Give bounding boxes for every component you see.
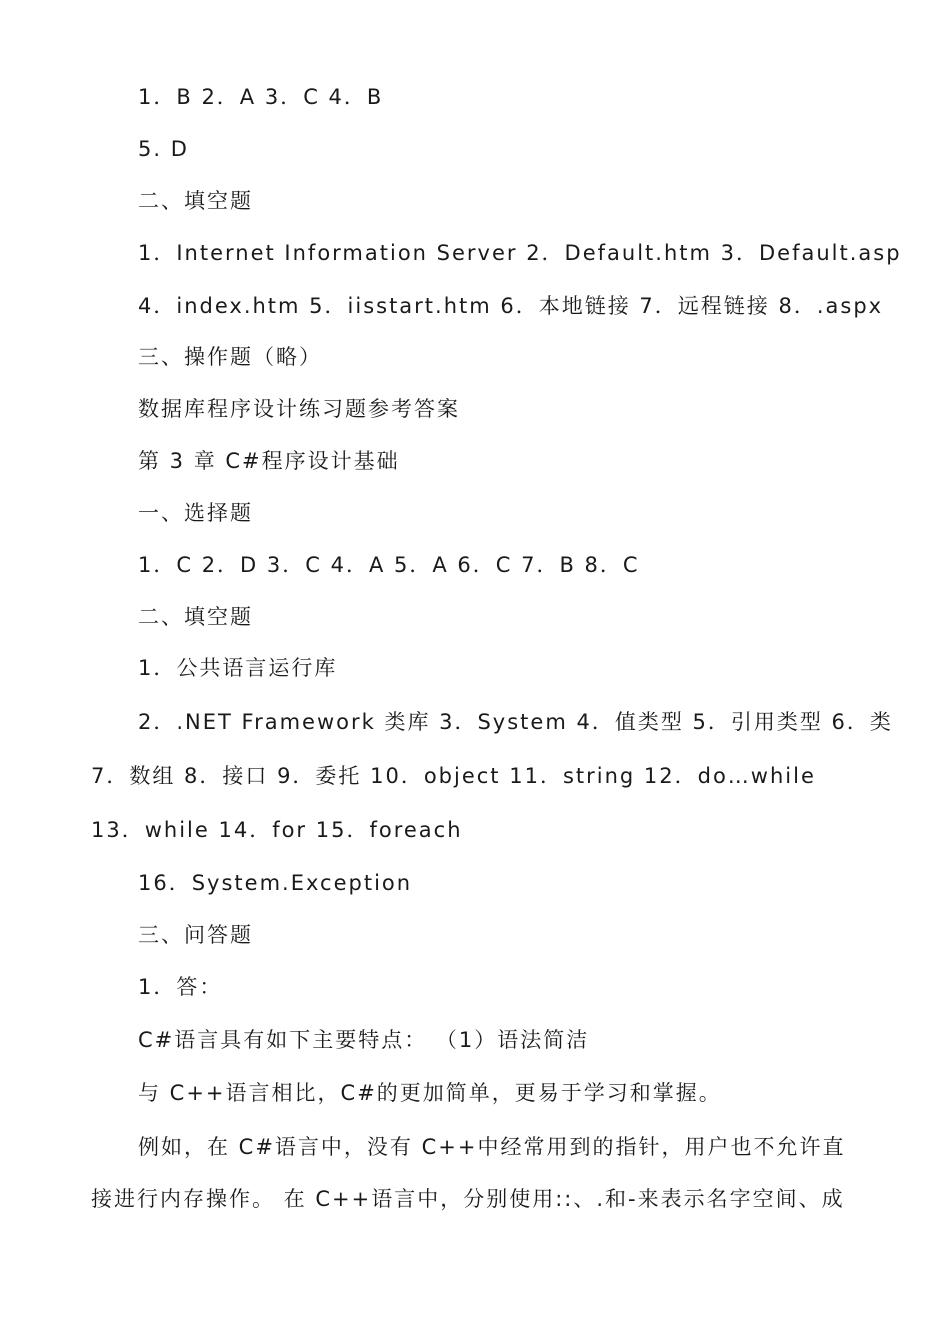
answer-line: 13．while 14．for 15．foreach bbox=[91, 818, 463, 842]
section-heading: 二、填空题 bbox=[138, 189, 253, 213]
section-heading: 三、操作题（略） bbox=[138, 345, 322, 369]
paragraph-line: 例如，在 C#语言中，没有 C++中经常用到的指针，用户也不允许直 bbox=[138, 1135, 846, 1159]
paragraph-line: 与 C++语言相比，C#的更加简单，更易于学习和掌握。 bbox=[138, 1081, 722, 1105]
answer-line: 2．.NET Framework 类库 3．System 4．值类型 5．引用类型 6．类 bbox=[138, 710, 893, 734]
paragraph-line: 接进行内存操作。 在 C++语言中，分别使用::、.和-来表示名字空间、成 bbox=[91, 1187, 845, 1211]
answer-line: 1．答： bbox=[138, 975, 223, 999]
answer-line: 4．index.htm 5．iisstart.htm 6．本地链接 7．远程链接 8．.aspx bbox=[138, 294, 884, 318]
answer-line: 1．B 2．A 3．C 4．B bbox=[138, 85, 384, 109]
answer-line: 16．System.Exception bbox=[138, 871, 413, 895]
section-heading: 一、选择题 bbox=[138, 501, 253, 525]
answer-line: 1．C 2．D 3．C 4．A 5．A 6．C 7．B 8．C bbox=[138, 553, 640, 577]
paragraph-line: C#语言具有如下主要特点： （1）语法简洁 bbox=[138, 1028, 590, 1052]
answer-line: 1．公共语言运行库 bbox=[138, 656, 338, 680]
answer-line: 5. D bbox=[138, 137, 189, 161]
document-title: 数据库程序设计练习题参考答案 bbox=[138, 397, 460, 421]
answer-line: 7．数组 8．接口 9．委托 10．object 11．string 12．do…while bbox=[91, 764, 816, 788]
chapter-heading: 第 3 章 C#程序设计基础 bbox=[138, 449, 400, 473]
section-heading: 三、问答题 bbox=[138, 923, 253, 947]
section-heading: 二、填空题 bbox=[138, 605, 253, 629]
answer-line: 1．Internet Information Server 2．Default.htm 3．Default.asp bbox=[138, 241, 902, 265]
